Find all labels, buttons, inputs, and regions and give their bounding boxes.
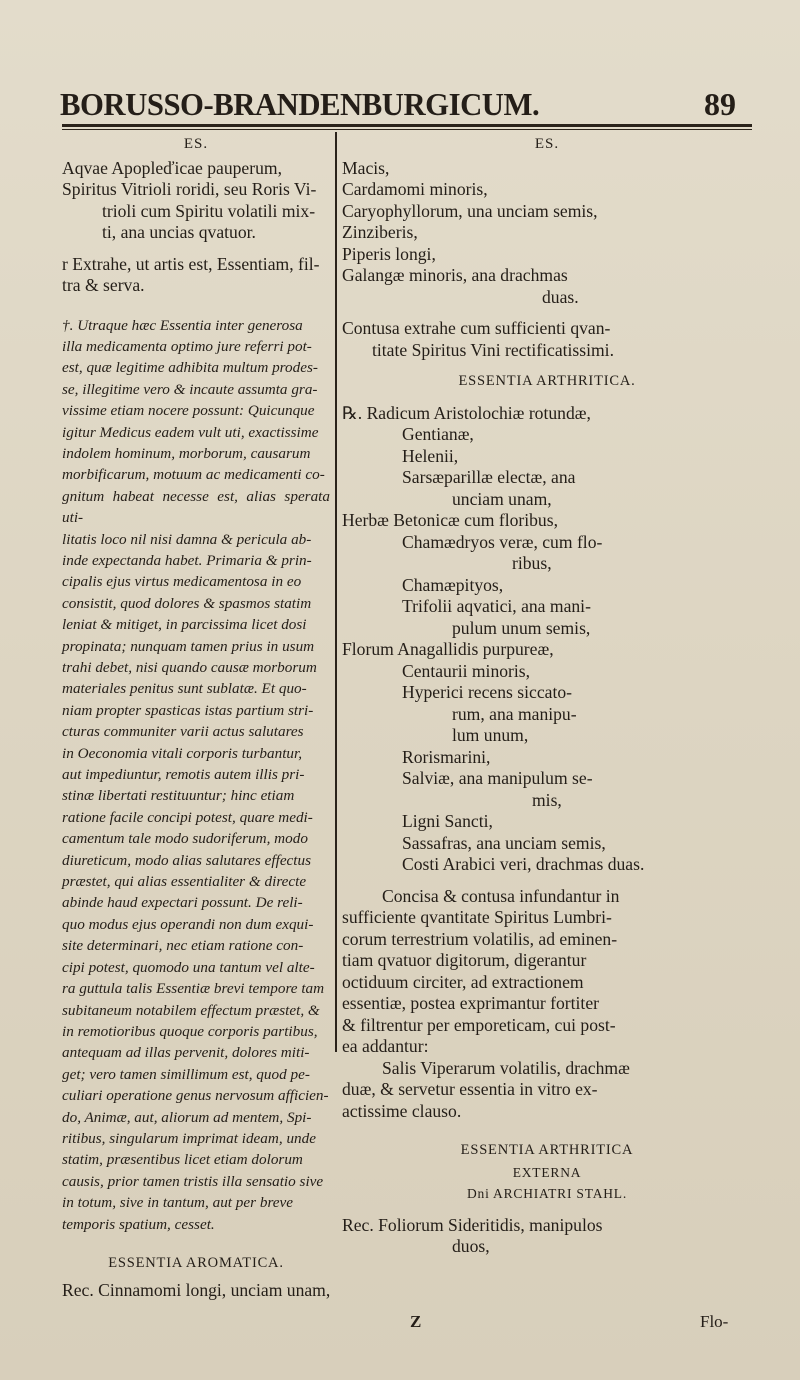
note-line: stinæ libertati restituuntur; hinc etiam bbox=[62, 787, 295, 805]
header-rule-thin bbox=[62, 129, 752, 130]
section-heading: ESSENTIA ARTHRITICA. bbox=[458, 373, 636, 389]
text-line: Hyperici recens siccato- bbox=[402, 682, 572, 702]
text-line: ti, ana uncias qvatuor. bbox=[102, 222, 256, 242]
note-line: præstet, qui alias essentialiter & directe bbox=[62, 873, 307, 891]
column-heading-es: ES. bbox=[183, 136, 209, 152]
note-line: inde expectanda habet. Primaria & prin- bbox=[62, 551, 312, 569]
text-line: r Extrahe, ut artis est, Essentiam, fil- bbox=[62, 253, 320, 274]
left-column bbox=[62, 134, 330, 1302]
text-line: lum unum, bbox=[452, 725, 529, 745]
note-line: diureticum, modo alias salutares effectus bbox=[62, 851, 312, 869]
note-line: cturas communiter varii actus salutares bbox=[62, 723, 304, 741]
note-line: get; vero tamen simillimum est, quod pe- bbox=[62, 1065, 310, 1083]
text-line: octiduum circiter, ad extractionem bbox=[342, 971, 584, 992]
text-line: ea addantur: bbox=[342, 1036, 429, 1056]
note-line: in Oeconomia vitali corporis turbantur, bbox=[62, 744, 303, 762]
signature-mark: Z bbox=[410, 1312, 422, 1331]
text-line: sufficiente qvantitate Spiritus Lumbri- bbox=[342, 907, 612, 927]
text-line: Herbæ Betonicæ cum floribus, bbox=[342, 510, 558, 530]
text-line: ribus, bbox=[512, 553, 552, 573]
note-line: †. Utraque hæc Essentia inter generosa bbox=[62, 316, 303, 334]
note-line: in totum, sive in tantum, aut per breve bbox=[62, 1194, 294, 1212]
text-line: Sarsæparillæ electæ, ana bbox=[402, 467, 576, 487]
header-rule bbox=[62, 124, 752, 127]
text-line: Spiritus Vitrioli roridi, seu Roris Vi- bbox=[62, 179, 317, 199]
running-header bbox=[60, 86, 750, 126]
section-heading: ESSENTIA ARTHRITICA bbox=[460, 1142, 634, 1158]
note-line: camentum tale modo sudoriferum, modo bbox=[62, 830, 308, 848]
note-line: quo modus ejus operandi non dum exqui- bbox=[62, 915, 314, 933]
text-line: Rec. Cinnamomi longi, unciam unam, bbox=[62, 1280, 331, 1301]
note-paragraph bbox=[62, 315, 330, 1235]
note-line: aut impediuntur, remotis autem illis pri- bbox=[62, 766, 305, 784]
note-line: abinde haud expectari possunt. De reli- bbox=[62, 894, 303, 912]
column-heading-es: ES. bbox=[534, 136, 560, 152]
text-line: Sassafras, ana unciam semis, bbox=[402, 832, 606, 853]
note-line: do, Animæ, aut, aliorum ad mentem, Spi- bbox=[62, 1108, 312, 1126]
text-line: Cardamomi minoris, bbox=[342, 179, 488, 199]
note-line: vissime etiam nocere possunt: Quicunque bbox=[62, 402, 315, 420]
note-line: niam propter spasticas istas partium stri- bbox=[62, 701, 314, 719]
text-line: pulum unum semis, bbox=[452, 617, 591, 638]
text-line: Concisa & contusa infundantur in bbox=[382, 885, 620, 906]
text-line: tra & serva. bbox=[62, 275, 145, 295]
note-line: causis, prior tamen tristis illa sensatio sive bbox=[62, 1172, 324, 1190]
note-line: igitur Medicus eadem vult uti, exactissime bbox=[62, 423, 319, 441]
note-line: se, illegitime vero & incaute assumta gra- bbox=[62, 380, 318, 398]
note-line: litatis loco nil nisi damna & pericula ab- bbox=[62, 530, 312, 548]
text-line: titate Spiritus Vini rectificatissimi. bbox=[372, 339, 614, 360]
page-number: 89 bbox=[704, 86, 736, 122]
note-line: consistit, quod dolores & spasmos statim bbox=[62, 594, 312, 612]
text-line: Salis Viperarum volatilis, drachmæ bbox=[382, 1057, 630, 1078]
text-line: mis, bbox=[532, 789, 562, 810]
text-line: Helenii, bbox=[402, 445, 459, 466]
note-line: materiales penitus sunt sublatæ. Et quo- bbox=[62, 680, 307, 698]
note-line: indolem hominum, morborum, causarum bbox=[62, 444, 311, 462]
text-line: Piperis longi, bbox=[342, 243, 436, 264]
note-line: temporis spatium, cesset. bbox=[62, 1215, 215, 1233]
note-line: propinata; nunquam tamen prius in usum bbox=[62, 637, 315, 655]
note-line: gnitum habeat necesse est, alias sperata uti- bbox=[62, 487, 330, 527]
text-line: Aqvae Apopleďicae pauperum, bbox=[62, 157, 282, 178]
text-line: Chamæpityos, bbox=[402, 574, 504, 595]
note-line: trahi debet, nisi quando causæ morborum bbox=[62, 659, 317, 676]
text-line: unciam unam, bbox=[452, 488, 552, 509]
text-line: Caryophyllorum, una unciam semis, bbox=[342, 200, 598, 221]
section-subheading: EXTERNA bbox=[512, 1164, 582, 1180]
note-line: ritibus, singularum imprimat ideam, unde bbox=[62, 1129, 316, 1147]
text-line: Gentianæ, bbox=[402, 424, 474, 444]
text-line: Florum Anagallidis purpureæ, bbox=[342, 639, 554, 659]
note-line: morbificarum, motuum ac medicamenti co- bbox=[62, 466, 325, 484]
section-attribution: Dni ARCHIATRI STAHL. bbox=[466, 1186, 628, 1201]
text-line: Salviæ, ana manipulum se- bbox=[402, 768, 593, 788]
text-line: Rec. Foliorum Sideritidis, manipulos bbox=[342, 1214, 603, 1235]
text-line: Rorismarini, bbox=[402, 746, 491, 767]
note-line: illa medicamenta optimo jure referri pot- bbox=[62, 337, 312, 355]
text-line: rum, ana manipu- bbox=[452, 703, 577, 724]
text-line: Trifolii aqvatici, ana mani- bbox=[402, 596, 591, 616]
note-line: ra guttula talis Essentiæ brevi tempore tam bbox=[62, 980, 325, 998]
text-line: Costi Arabici veri, drachmas duas. bbox=[402, 854, 645, 874]
note-line: site determinari, nec etiam ratione con- bbox=[62, 937, 304, 955]
note-line: in remotioribus quoque corporis partibus, bbox=[62, 1022, 318, 1040]
text-line: & filtrentur per emporeticam, cui post- bbox=[342, 1014, 616, 1035]
note-line: ratione facile concipi potest, quare medi- bbox=[62, 808, 313, 826]
text-line: actissime clauso. bbox=[342, 1100, 462, 1121]
section-heading: ESSENTIA AROMATICA. bbox=[108, 1254, 284, 1271]
text-line: duas. bbox=[542, 286, 579, 307]
running-title: BORUSSO-BRANDENBURGICUM. bbox=[60, 86, 540, 122]
right-column bbox=[342, 134, 752, 1258]
text-line: trioli cum Spiritu volatili mix- bbox=[102, 200, 316, 221]
text-line: Chamædryos veræ, cum flo- bbox=[402, 531, 603, 552]
text-line: tiam qvatuor digitorum, digerantur bbox=[342, 950, 587, 970]
note-line: cipi potest, quomodo una tantum vel alte- bbox=[62, 958, 315, 976]
note-line: antequam ad illas pervenit, dolores miti- bbox=[62, 1044, 310, 1062]
text-line: corum terrestrium volatilis, ad eminen- bbox=[342, 928, 618, 949]
note-line: subitaneum notabilem effectum præstet, & bbox=[62, 1001, 320, 1019]
note-line: statim, præsentibus licet etiam dolorum bbox=[62, 1151, 303, 1169]
note-line: leniat & mitiget, in parcissima licet dosi bbox=[62, 616, 307, 634]
text-line: duæ, & servetur essentia in vitro ex- bbox=[342, 1079, 598, 1099]
text-line: Centaurii minoris, bbox=[402, 660, 531, 681]
text-line: Galangæ minoris, ana drachmas bbox=[342, 265, 568, 285]
text-line: Contusa extrahe cum sufficienti qvan- bbox=[342, 318, 611, 338]
text-line: ℞. Radicum Aristolochiæ rotundæ, bbox=[342, 402, 591, 423]
text-line: Macis, bbox=[342, 157, 390, 178]
note-line: cipalis ejus virtus medicamentosa in eo bbox=[62, 573, 302, 591]
text-line: Zinziberis, bbox=[342, 222, 418, 242]
text-line: Ligni Sancti, bbox=[402, 811, 493, 831]
text-line: essentiæ, postea exprimantur fortiter bbox=[342, 993, 599, 1013]
text-line: duos, bbox=[452, 1236, 490, 1256]
column-divider bbox=[335, 132, 337, 1052]
catchword: Flo- bbox=[700, 1312, 729, 1331]
note-line: est, quæ legitime adhibita multum prodes- bbox=[62, 359, 318, 377]
note-line: culiari operatione genus nervosum afficien- bbox=[62, 1087, 329, 1105]
